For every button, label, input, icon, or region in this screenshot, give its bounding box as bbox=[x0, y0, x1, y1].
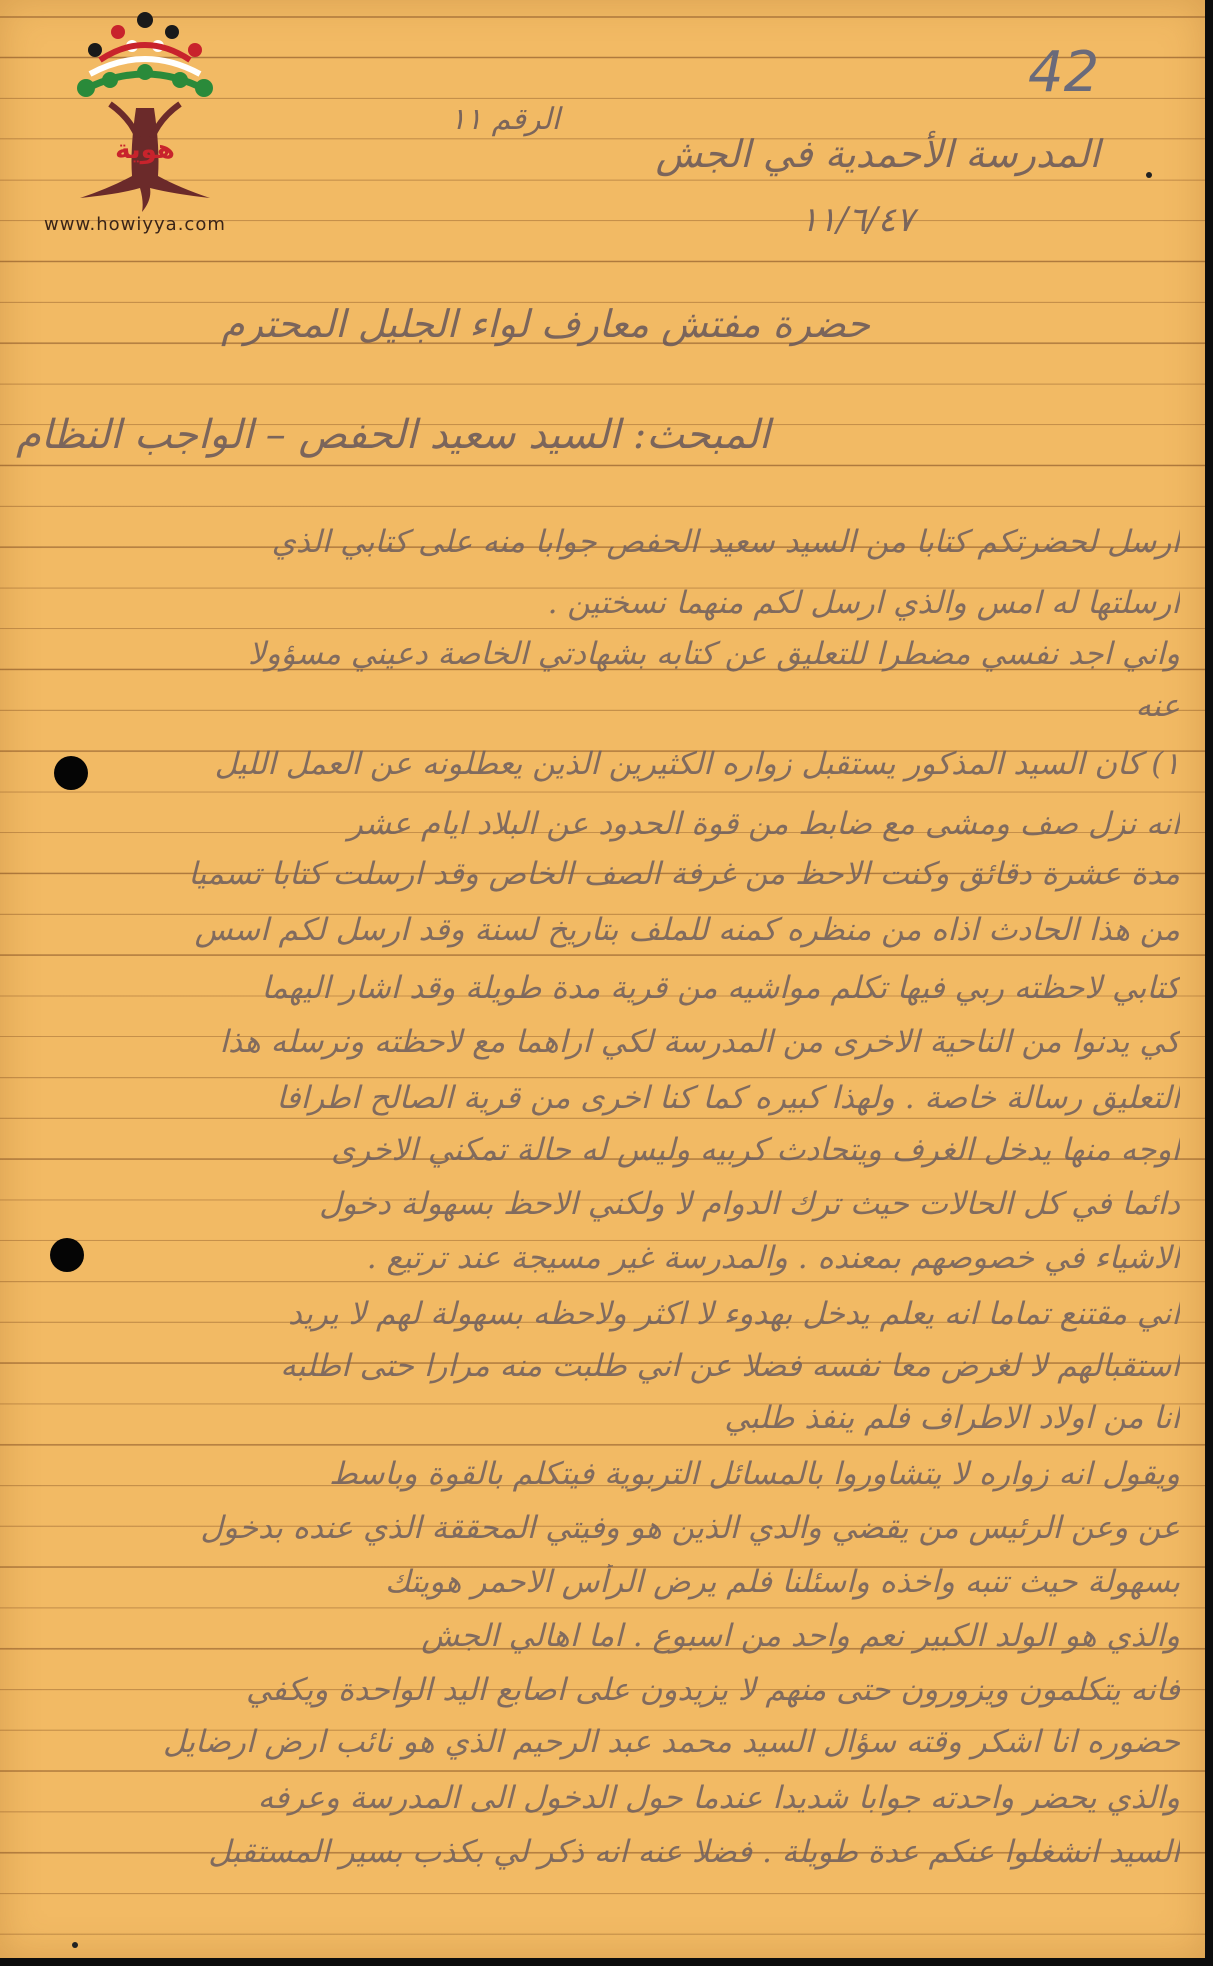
logo-wordmark: هوية bbox=[115, 135, 175, 165]
punch-hole-bottom bbox=[50, 1238, 84, 1272]
body-line: كي يدنوا من الناحية الاخرى من المدرسة لكي اراهما مع لاحظته ونرسله هذا bbox=[219, 1024, 1180, 1060]
page-number: 42 bbox=[1028, 40, 1100, 105]
body-line: حضوره انا اشكر وقته سؤال السيد محمد عبد الرحيم الذي هو نائب ارض ارضايل bbox=[163, 1724, 1180, 1760]
body-line: عنه bbox=[1135, 688, 1180, 724]
watermark-url: www.howiyya.com bbox=[44, 214, 226, 235]
body-line: والذي يحضر واحدته جوابا شديدا عندما حول الدخول الى المدرسة وعرفه bbox=[257, 1780, 1180, 1816]
recipient-line: حضرة مفتش معارف لواء الجليل المحترم bbox=[221, 302, 870, 346]
scan-edge-bottom bbox=[0, 1958, 1213, 1966]
body-line: كتابي لاحظته ربي فيها تكلم مواشيه من قرية مدة طويلة وقد اشار اليهما bbox=[261, 970, 1180, 1006]
body-line: ارسل لحضرتكم كتابا من السيد سعيد الحفص جوابا منه على كتابي الذي bbox=[271, 524, 1180, 560]
body-line: الاشياء في خصوصهم بمعنده . والمدرسة غير مسيجة عند ترتيع . bbox=[366, 1240, 1180, 1276]
reference-number: الرقم ١١ bbox=[449, 102, 560, 137]
people-figures bbox=[77, 12, 213, 97]
scan-edge-right bbox=[1205, 0, 1213, 1966]
subject-line: المبحث: السيد سعيد الحفص – الواجب النظام bbox=[16, 412, 770, 458]
body-line: استقبالهم لا لغرض معا نفسه فضلا عن اني طلبت منه مرارا حتى اطلبه bbox=[280, 1348, 1180, 1384]
body-line: السيد انشغلوا عنكم عدة طويلة . فضلا عنه انه ذكر لي بكذب بسير المستقبل bbox=[208, 1834, 1180, 1870]
body-line: انا من اولاد الاطراف فلم ينفذ طلبي bbox=[724, 1400, 1180, 1436]
body-line: مدة عشرة دقائق وكنت الاحظ من غرفة الصف الخاص وقد ارسلت كتابا تسميا bbox=[188, 856, 1180, 892]
body-line: بسهولة حيث تنبه واخذه واسئلنا فلم يرض الرأس الاحمر هويتك bbox=[385, 1564, 1180, 1600]
body-line: من هذا الحادث اذاه من منظره كمنه للملف بتاريخ لسنة وقد ارسل لكم اسس bbox=[194, 912, 1180, 948]
body-line: التعليق رسالة خاصة . ولهذا كبيره كما كنا اخرى من قرية الصالح اطرافا bbox=[276, 1080, 1180, 1116]
body-line: عن وعن الرئيس من يقضي والدي الذين هو وفيتي المحققة الذي عنده بدخول bbox=[200, 1510, 1180, 1546]
body-line: والذي هو الولد الكبير نعم واحد من اسبوع . اما اهالي الجش bbox=[421, 1618, 1180, 1654]
body-line: ارسلتها له امس والذي ارسل لكم منهما نسختين . bbox=[547, 585, 1180, 621]
letter-date: ١١/٦/٤٧ bbox=[800, 200, 915, 240]
body-line: اني مقتنع تماما انه يعلم يدخل بهدوء لا اكثر ولاحظه بسهولة لهم لا يريد bbox=[287, 1296, 1180, 1332]
howiyya-logo bbox=[40, 8, 250, 238]
body-line: واني اجد نفسي مضطرا للتعليق عن كتابه بشهادتي الخاصة دعيني مسؤولا bbox=[248, 636, 1180, 672]
punch-hole-top bbox=[54, 756, 88, 790]
body-line: دائما في كل الحالات حيث ترك الدوام لا ولكني الاحظ بسهولة دخول bbox=[319, 1186, 1180, 1222]
body-line: انه نزل صف ومشى مع ضابط من قوة الحدود عن البلاد ايام عشر bbox=[347, 806, 1180, 842]
school-name: المدرسة الأحمدية في الجش bbox=[655, 132, 1100, 176]
margin-mark bbox=[72, 1942, 78, 1948]
body-line: ١) كان السيد المذكور يستقبل زواره الكثيرين الذين يعطلونه عن العمل الليل bbox=[214, 746, 1180, 782]
margin-mark bbox=[1146, 172, 1152, 178]
body-line: فانه يتكلمون ويزورون حتى منهم لا يزيدون على اصابع اليد الواحدة ويكفي bbox=[245, 1672, 1180, 1708]
body-line: اوجه منها يدخل الغرف ويتحادث كربيه وليس له حالة تمكني الاخرى bbox=[331, 1132, 1180, 1168]
body-line: ويقول انه زواره لا يتشاوروا بالمسائل التربوية فيتكلم بالقوة وباسط bbox=[329, 1456, 1180, 1492]
